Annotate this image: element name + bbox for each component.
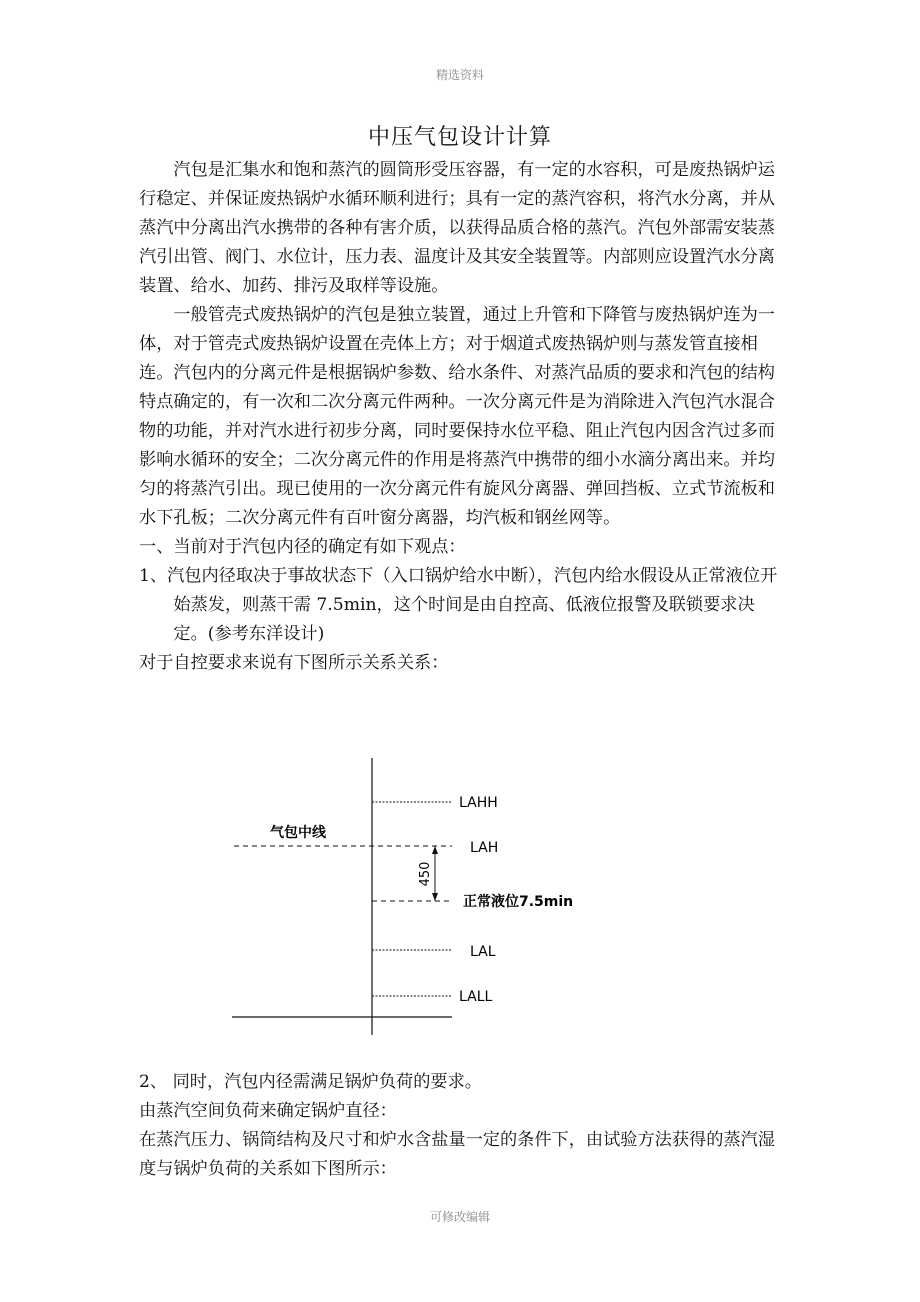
centerline-label: 气包中线 (270, 825, 326, 841)
paragraph-steam: 在蒸汽压力、锅筒结构及尺寸和炉水含盐量一定的条件下，由试验方法获得的蒸汽湿度与锅炉负荷的关系如下图所示： (139, 1130, 775, 1179)
dimension-label: 450 (418, 861, 433, 887)
page-header: 精选资料 (435, 68, 484, 82)
body-text-block-2 (139, 1068, 785, 1184)
dimension-arrow-top (432, 846, 438, 854)
level-label-normal: 正常液位7.5min (463, 894, 574, 910)
dimension-arrow-bottom (432, 893, 438, 901)
sub-heading: 由蒸汽空间负荷来确定锅炉直径： (139, 1101, 397, 1121)
list-item-2: 2、 同时，汽包内径需满足锅炉负荷的要求。 (139, 1072, 482, 1092)
page-title: 中压气包设计计算 (367, 125, 552, 150)
diagram-intro: 对于自控要求来说有下图所示关系关系： (139, 653, 449, 673)
body-text-block-1 (139, 156, 785, 678)
level-label-lah: LAH (470, 840, 499, 856)
level-label-lahh: LAHH (459, 795, 498, 811)
level-label-lal: LAL (470, 944, 496, 960)
level-label-lall: LALL (459, 989, 493, 1005)
section-heading-1: 一、当前对于汽包内径的确定有如下观点： (139, 537, 466, 557)
paragraph-separation: 一般管壳式废热锅炉的汽包是独立装置，通过上升管和下降管与废热锅炉连为一体，对于管壳式废热锅炉设置在壳体上方；对于烟道式废热锅炉则与蒸发管直接相连。汽包内的分离元件是根据锅炉参数、给水条件、对蒸汽品质的要求和汽包的结构特点确定的，有一次和二次分离元件两种。一次分离元件是为消除进入汽包汽水混合物的功能，并对汽水进行初步分离，同时要保持水位平稳、阻止汽包内因含汽过多而影响水循环的安全；二次分离元件的作用是将蒸汽中携带的细小水滴分离出来。并均匀的将蒸汽引出。现已使用的一次分离元件有旋风分离器、弹回挡板、立式节流板和水下孔板；二次分离元件有百叶窗分离器，均汽板和钢丝网等。 (139, 305, 775, 528)
page-footer: 可修改编辑 (429, 1210, 490, 1224)
level-diagram (230, 758, 610, 1038)
list-item-1: 1、汽包内径取决于事故状态下（入口锅炉给水中断），汽包内给水假设从正常液位开始蒸发，则蒸干需 7.5min，这个时间是由自控高、低液位报警及联锁要求决定。(参考东洋设计) (139, 566, 778, 644)
paragraph-intro: 汽包是汇集水和饱和蒸汽的圆筒形受压容器，有一定的水容积，可是废热锅炉运行稳定、并保证废热锅炉水循环顺利进行；具有一定的蒸汽容积，将汽水分离，并从蒸汽中分离出汽水携带的各种有害介质，以获得品质合格的蒸汽。汽包外部需安装蒸汽引出管、阀门、水位计，压力表、温度计及其安全装置等。内部则应设置汽水分离装置、给水、加药、排污及取样等设施。 (139, 160, 775, 296)
